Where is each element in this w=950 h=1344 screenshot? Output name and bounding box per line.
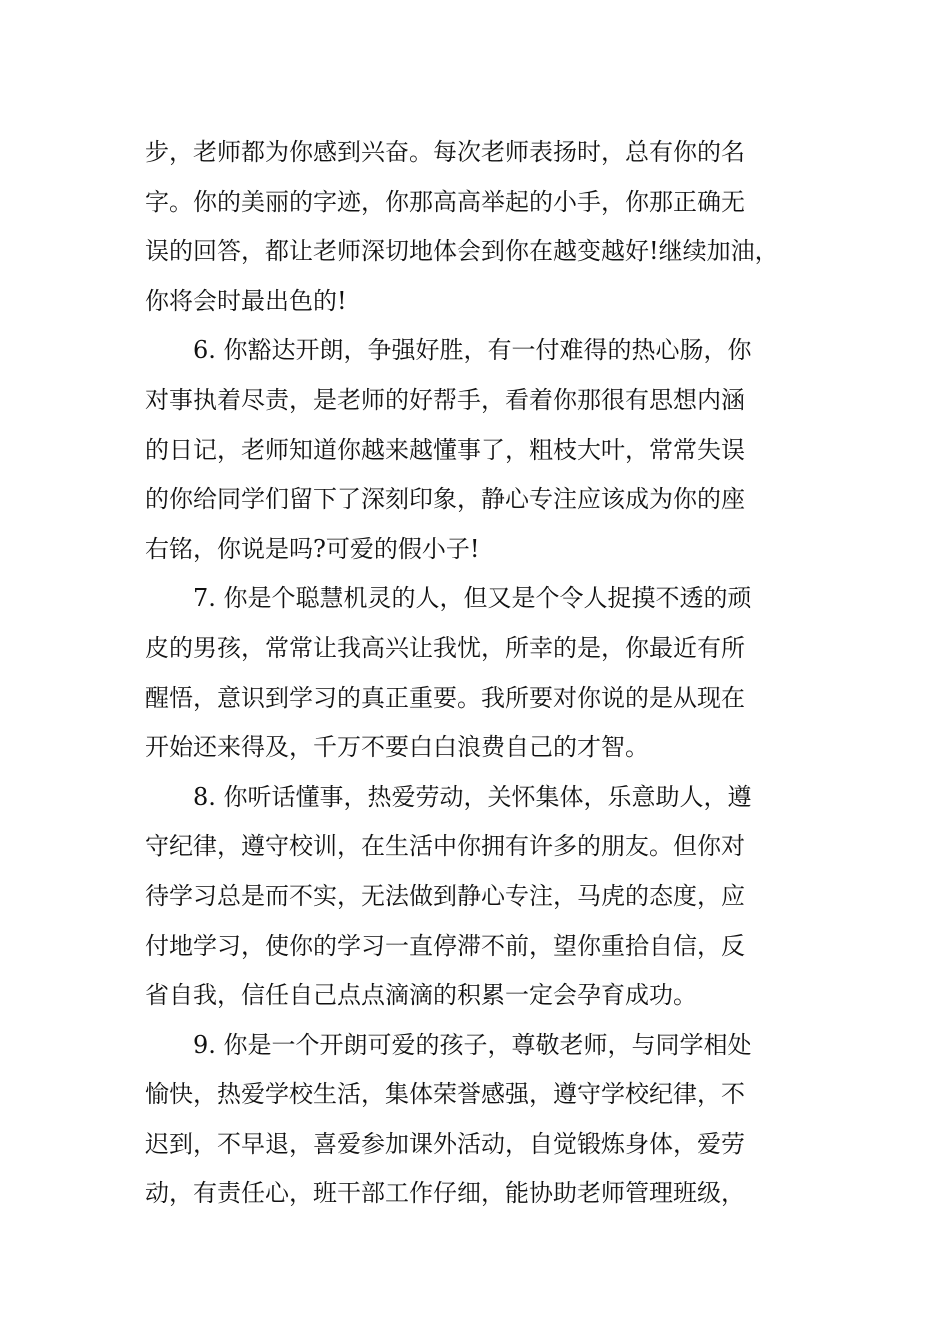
text-line: 醒悟，意识到学习的真正重要。我所要对你说的是从现在 [145, 683, 745, 712]
text-line: 待学习总是而不实，无法做到静心专注，马虎的态度，应 [145, 881, 745, 910]
text-line: 8. 你听话懂事，热爱劳动，关怀集体，乐意助人，遵 [193, 782, 752, 811]
text-line: 付地学习，使你的学习一直停滞不前，望你重拾自信，反 [145, 931, 745, 960]
text-line: 的日记，老师知道你越来越懂事了，粗枝大叶，常常失误 [145, 435, 745, 464]
text-line: 右铭，你说是吗?可爱的假小子! [145, 534, 480, 563]
text-line: 7. 你是个聪慧机灵的人，但又是个令人捉摸不透的顽 [193, 584, 752, 613]
text-line: 皮的男孩，常常让我高兴让我忧，所幸的是，你最近有所 [145, 633, 745, 662]
text-line: 字。你的美丽的字迹，你那高高举起的小手，你那正确无 [145, 187, 745, 216]
text-line: 守纪律，遵守校训，在生活中你拥有许多的朋友。但你对 [145, 832, 745, 861]
text-line: 步，老师都为你感到兴奋。每次老师表扬时，总有你的名 [145, 138, 745, 166]
text-line: 迟到，不早退，喜爱参加课外活动，自觉锻炼身体，爱劳 [145, 1129, 745, 1158]
text-line: 对事执着尽责，是老师的好帮手，看着你那很有思想内涵 [145, 385, 745, 414]
text-line: 愉快，热爱学校生活，集体荣誉感强，遵守学校纪律，不 [145, 1080, 745, 1109]
body-text [145, 128, 815, 1219]
text-line: 6. 你豁达开朗，争强好胜，有一付难得的热心肠，你 [193, 336, 752, 365]
text-line: 开始还来得及，千万不要白白浪费自己的才智。 [145, 733, 649, 762]
text-line: 你将会时最出色的! [145, 286, 347, 315]
text-line: 9. 你是一个开朗可爱的孩子，尊敬老师，与同学相处 [193, 1030, 752, 1059]
text-line: 省自我，信任自己点点滴滴的积累一定会孕育成功。 [145, 981, 697, 1010]
text-line: 动，有责任心，班干部工作仔细，能协助老师管理班级， [145, 1179, 745, 1208]
text-line: 的你给同学们留下了深刻印象，静心专注应该成为你的座 [145, 485, 745, 514]
text-line: 误的回答，都让老师深切地体会到你在越变越好!继续加油， [145, 237, 779, 266]
